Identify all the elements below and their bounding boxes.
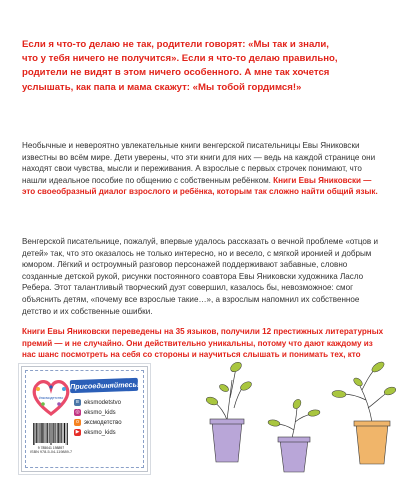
left-plant	[214, 368, 244, 420]
youtube-icon: ▶	[75, 429, 80, 435]
description-paragraph-1	[22, 140, 384, 198]
social-label-youtube: eksmo_kids	[84, 430, 116, 437]
social-label-vk: eksmodetstvo	[84, 400, 122, 407]
right-pot-rim	[354, 421, 390, 426]
isbn-text: ISBN 978-5-04-119889-7	[30, 450, 73, 454]
social-link-instagram[interactable]	[74, 409, 144, 418]
quote-line-1: Если я что-то делаю не так, родители говорят: «Мы так и знали,	[22, 39, 329, 50]
right-plant	[342, 368, 388, 422]
barcode-image	[32, 422, 70, 450]
description-paragraph-2: Венгерской писательнице, пожалуй, впервые удалось рассказать о вечной проблеме «отцов и детей» так, что это оказалось не только интересно, но и весело, с мягкой иронией и добрым юмором. Лёгкий и остроумный разговор персонажей поддерживают забавные, словно созданные детской рукой, рисунки постоянного соавтора Евы Яниковски художника Ласло Ребера. Этот талантливый творческий дуэт совершил, казалось бы, невозможное: смог объяснить детям, «почему все взрослые такие…», а взрослым напомнил их собственное детство и их собственные ошибки.	[22, 237, 378, 316]
right-plant-leaves	[332, 360, 397, 398]
ok-icon: о	[74, 419, 81, 426]
social-link-ok[interactable]	[74, 419, 144, 428]
left-plant-leaves	[205, 360, 253, 406]
social-sticker	[21, 366, 148, 472]
barcode-digits: 9 785041 198897	[37, 446, 65, 450]
potted-plants-illustration	[200, 360, 400, 493]
vk-icon: в	[74, 399, 81, 406]
quote-line-2: что у тебя ничего не получится». Если я что-то делаю правильно,	[22, 53, 338, 65]
instagram-icon: ◎	[75, 409, 80, 415]
red-quote-block	[22, 38, 382, 95]
description-paragraph-3: Книги Евы Яниковски переведены на 35 языков, получили 12 престижных литературных премий — и не случайно. Они действительно уникальны, потому что дают каждому из нас шанс посмотреть на себя со стороны и научиться слышать и понимать тех, кто	[22, 327, 384, 360]
social-label-instagram: eksmo_kids	[84, 410, 116, 417]
left-pot	[212, 422, 242, 462]
paragraph-1-highlight: Книги Евы Яниковски — это своеобразный диалог взрослого и ребёнка, которым так сложно найти общий язык.	[22, 175, 378, 197]
left-pot-rim	[210, 419, 244, 424]
wreath-text: #эксмодетство	[38, 396, 64, 400]
middle-pot-rim	[278, 437, 310, 442]
middle-pot	[280, 440, 308, 472]
social-link-vk[interactable]	[74, 399, 144, 408]
right-pot	[356, 424, 388, 464]
middle-plant	[276, 408, 312, 438]
social-link-youtube[interactable]	[74, 429, 144, 438]
middle-plant-leaves	[268, 398, 321, 427]
quote-line-3: родители не видят в этом ничего особенного. А мне так хочется	[22, 67, 330, 79]
paragraph-1-text: Необычные и невероятно увлекательные книги венгерской писательницы Евы Яниковски известны во всём мире. Дети уверены, что эти книги для них — ведь на каждой странице они находят свои чувства, мысли и переживания. А взрослые с первых строчек понимают, что нашли идеальное пособие по общению с собственным ребёнком.	[22, 141, 376, 185]
social-label-ok: эксмодетство	[84, 420, 122, 427]
quote-line-4: услышать, как папа и мама скажут: «Мы тобой гордимся!»	[22, 81, 302, 93]
heart-wreath-icon	[30, 377, 72, 417]
join-banner: Присоединяйтесь!	[69, 379, 140, 392]
